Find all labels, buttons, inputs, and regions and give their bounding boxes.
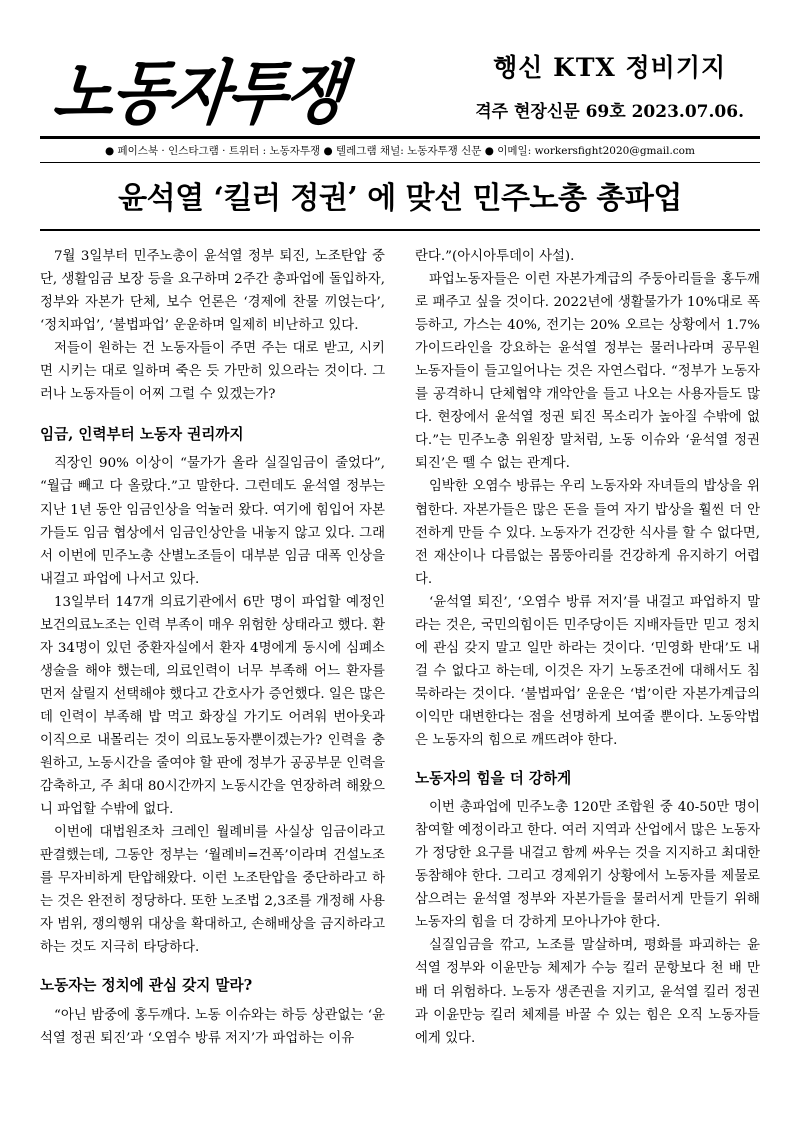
article-columns — [40, 245, 760, 1125]
paragraph: 실질임금을 깎고, 노조를 말살하며, 평화를 파괴하는 윤석열 정부와 이윤만능 체제가 수능 킬러 문항보다 천 배 만 배 더 위험하다. 노동자 생존권을 지키고, 윤석열 킬러 정권과 이윤만능 킬러 체제를 바꿀 수 있는 힘은 오직 노동자들에게 있다. — [415, 938, 760, 1046]
subheading-politics: 노동자는 정치에 관심 갖지 말라? — [40, 977, 253, 995]
masthead — [40, 34, 760, 134]
headline-section — [40, 163, 760, 231]
masthead-subtitle: 격주 현장신문 69호 2023.07.06. — [475, 102, 744, 122]
paragraph: 임박한 오염수 방류는 우리 노동자와 자녀들의 밥상을 위협한다. 자본가들은 많은 돈을 들여 자기 밥상을 훨씬 더 안전하게 만들 수 있다. 노동자가 건강한 식사를 할 수 없다면, 전 재산이나 다름없는 몸뚱아리를 건강하게 유지하기 어렵다. — [415, 479, 760, 587]
article-column-left — [40, 245, 385, 1125]
paragraph: “아닌 밤중에 홍두깨다. 노동 이슈와는 하등 상관없는 ‘윤석열 정권 퇴진’과 ‘오염수 방류 저지’가 파업하는 이유 — [40, 1007, 385, 1046]
paragraph: 파업노동자들은 이런 자본가계급의 주둥아리들을 홍두깨로 패주고 싶을 것이다. 2022년에 생활물가가 10%대로 폭등하고, 가스는 40%, 전기는 20% 오르는 상황에서 1.7% 가이드라인을 강요하는 윤석열 정부는 물러나라며 공무원 노동자들이 들고일어나는 것은 자연스럽다. “정부가 노동자를 공격하니 단체협약 개악안을 들고 나오는 사용자들도 많다. 현장에서 윤석열 정권 퇴진 목소리가 높아질 수밖에 없다.”는 민주노총 위원장 말처럼, 노동 이슈와 ‘윤석열 정권 퇴진’은 뗄 수 없는 관계다. — [415, 272, 760, 472]
paragraph: 란다.”(아시아투데이 사설). — [415, 249, 575, 264]
paragraph: 이번 총파업에 민주노총 120만 조합원 중 40-50만 명이 참여할 예정이라고 한다. 여러 지역과 산업에서 많은 노동자가 정당한 요구를 내걸고 함께 싸우는 것을 지지하고 최대한 동참해야 한다. 그리고 경제위기 상황에서 노동자를 제물로 삼으려는 윤석열 정부와 자본가들을 물러서게 만들기 위해 노동자의 힘을 더 강하게 모아나가야 한다. — [415, 800, 760, 931]
publication-logo: 노동자투쟁 — [49, 51, 348, 134]
contact-bar: ● 페이스북 · 인스타그램 · 트위터 : 노동자투쟁 ● 텔레그램 채널: 노동자투쟁 신문 ● 이메일: workersfight2020@gmail.com — [105, 145, 695, 157]
paragraph: ‘윤석열 퇴진’, ‘오염수 방류 저지’를 내걸고 파업하지 말라는 것은, 국민의힘이든 민주당이든 지배자들만 믿고 정치에 관심 갖지 말고 일만 하라는 것이다. ‘민영화 반대’도 내걸 수 없다고 하는데, 이것은 자기 노동조건에 대해서도 침묵하라는 것이다. ‘불법파업’ 운운은 ‘법’이란 자본가계급의 이익만 대변한다는 점을 선명하게 보여줄 뿐이다. 노동악법은 노동자의 힘으로 깨뜨려야 한다. — [415, 594, 760, 748]
article-column-right — [415, 245, 760, 1125]
paragraph: 저들이 원하는 건 노동자들이 주면 주는 대로 받고, 시키면 시키는 대로 일하며 죽은 듯 가만히 있으라는 것이다. 그러나 노동자들이 어찌 그럴 수 있겠는가? — [40, 341, 385, 403]
masthead-title: 행신 KTX 정비기지 — [493, 53, 727, 82]
paragraph: 7월 3일부터 민주노총이 윤석열 정부 퇴진, 노조탄압 중단, 생활임금 보장 등을 요구하며 2주간 총파업에 돌입하자, 정부와 자본가 단체, 보수 언론은 ‘경제에 찬물 끼얹는다’, ‘정치파업’, ‘불법파업’ 운운하며 일제히 비난하고 있다. — [40, 249, 385, 334]
masthead-info — [475, 48, 756, 128]
paragraph: 직장인 90% 이상이 “물가가 올라 실질임금이 줄었다”, “월급 빼고 다 올랐다.”고 말한다. 그런데도 윤석열 정부는 지난 1년 동안 임금인상을 억눌러 왔다. 여기에 힘입어 자본가들도 임금 협상에서 임금인상안을 내놓지 않고 있다. 그래서 이번에 민주노총 산별노조들이 대부분 임금 대폭 인상을 내걸고 파업에 나서고 있다. — [40, 456, 385, 587]
paragraph: 13일부터 147개 의료기관에서 6만 명이 파업할 예정인 보건의료노조는 인력 부족이 매우 위험한 상태라고 했다. 환자 34명이 있던 중환자실에서 환자 4명에게 동시에 심폐소생술을 해야 했는데, 의료인력이 너무 부족해 어느 환자를 먼저 살릴지 선택해야 했다고 간호사가 증언했다. 일은 많은데 인력이 부족해 밥 먹고 화장실 가기도 어려워 번아웃과 이직으로 내몰리는 것이 의료노동자뿐이겠는가? 인력을 충원하고, 노동시간을 줄여야 할 판에 정부가 공공부문 인력을 감축하고, 주 최대 80시간까지 노동시간을 연장하려 해왔으니 파업할 수밖에 없다. — [40, 594, 385, 818]
subheading-wages-manpower: 임금, 인력부터 노동자 권리까지 — [40, 426, 244, 444]
page-headline: 윤석열 ‘킬러 정권’ 에 맞선 민주노총 총파업 — [118, 181, 682, 216]
paragraph: 이번에 대법원조차 크레인 월례비를 사실상 임금이라고 판결했는데, 그동안 정부는 ‘월례비=건폭’이라며 건설노조를 무자비하게 탄압해왔다. 이런 노조탄압을 중단하라고 하는 것은 완전히 정당하다. 또한 노조법 2,3조를 개정해 사용자 범위, 쟁의행위 대상을 확대하고, 손해배상을 금지하라고 하는 것도 지극히 타당하다. — [40, 825, 385, 956]
subheading-worker-power: 노동자의 힘을 더 강하게 — [415, 770, 572, 788]
